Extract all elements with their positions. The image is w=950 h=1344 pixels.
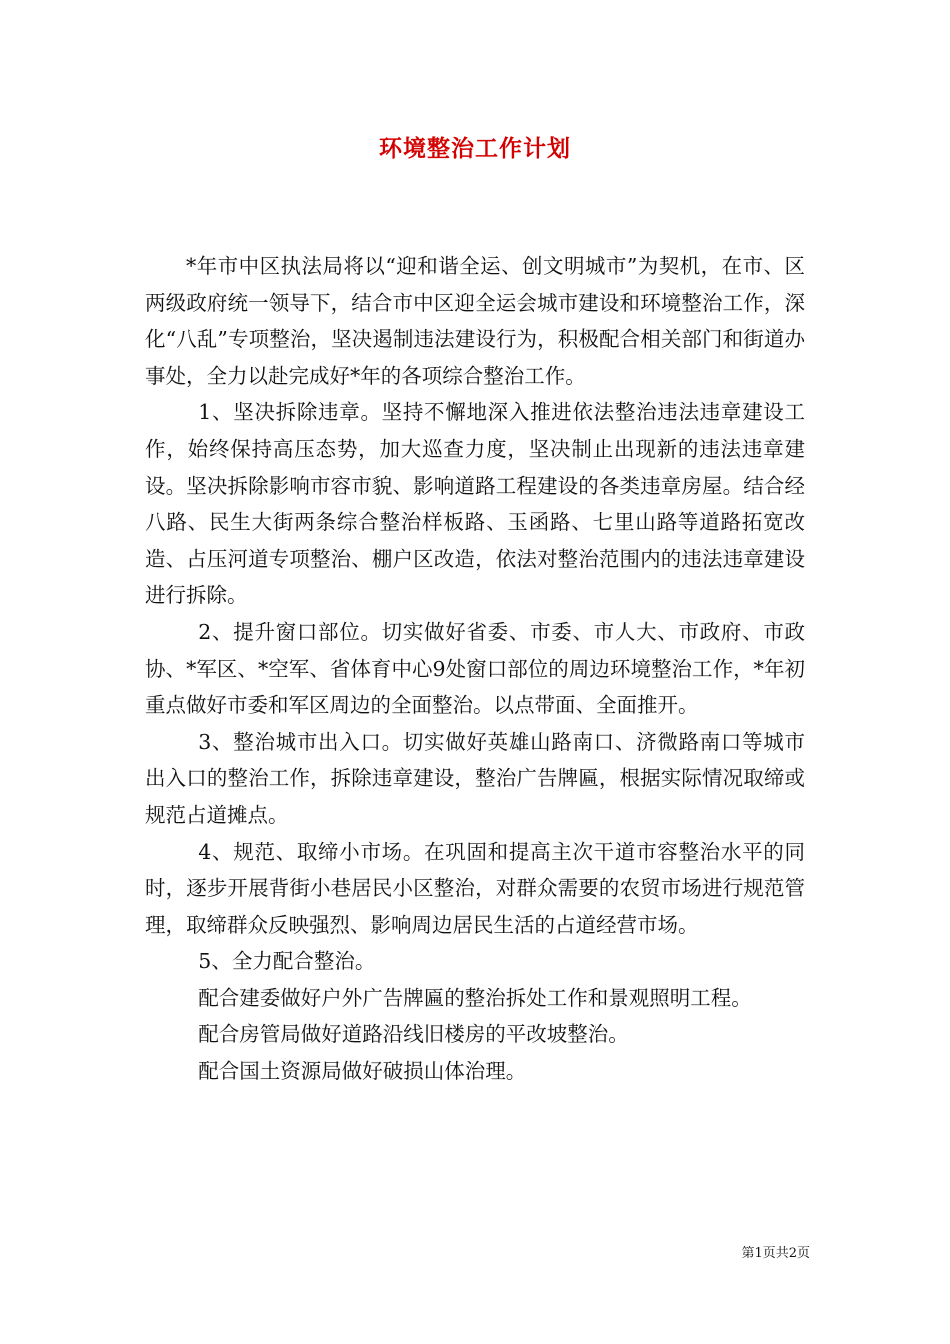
section-5-item-1: 配合建委做好户外广告牌匾的整治拆处工作和景观照明工程。 (198, 985, 752, 1010)
section-4-paragraph: 4、规范、取缔小市场。在巩固和提高主次干道市容整治水平的同时，逐步开展背街小巷居民小区整治，对群众需要的农贸市场进行规范管理，取缔群众反映强烈、影响周边居民生活的占道经营市场。 (145, 839, 805, 937)
page-number-footer: 第1页共2页 (741, 1246, 810, 1261)
section-3-paragraph: 3、整治城市出入口。切实做好英雄山路南口、济微路南口等城市出入口的整治工作，拆除违章建设，整治广告牌匾，根据实际情况取缔或规范占道摊点。 (145, 729, 805, 827)
document-body (145, 248, 805, 1090)
section-5-item-2: 配合房管局做好道路沿线旧楼房的平改坡整治。 (198, 1022, 629, 1047)
intro-paragraph: *年市中区执法局将以“迎和谐全运、创文明城市”为契机，在市、区两级政府统一领导下，结合市中区迎全运会城市建设和环境整治工作，深化“八乱”专项整治，坚决遏制违法建设行为，积极配合相关部门和街道办事处，全力以赴完成好*年的各项综合整治工作。 (145, 254, 805, 388)
section-1-paragraph: 1、坚决拆除违章。坚持不懈地深入推进依法整治违法违章建设工作，始终保持高压态势，加大巡查力度，坚决制止出现新的违法违章建设。坚决拆除影响市容市貌、影响道路工程建设的各类违章房屋。结合经八路、民生大街两条综合整治样板路、玉函路、七里山路等道路拓宽改造、占压河道专项整治、棚户区改造，依法对整治范围内的违法违章建设进行拆除。 (145, 400, 805, 608)
section-5-item-3: 配合国土资源局做好破损山体治理。 (198, 1059, 527, 1084)
section-5-heading: 5、全力配合整治。 (198, 949, 376, 974)
section-2-paragraph: 2、提升窗口部位。切实做好省委、市委、市人大、市政府、市政协、*军区、*空军、省体育中心9处窗口部位的周边环境整治工作，*年初重点做好市委和军区周边的全面整治。以点带面、全面推开。 (145, 619, 805, 718)
document-title: 环境整治工作计划 (379, 135, 571, 162)
